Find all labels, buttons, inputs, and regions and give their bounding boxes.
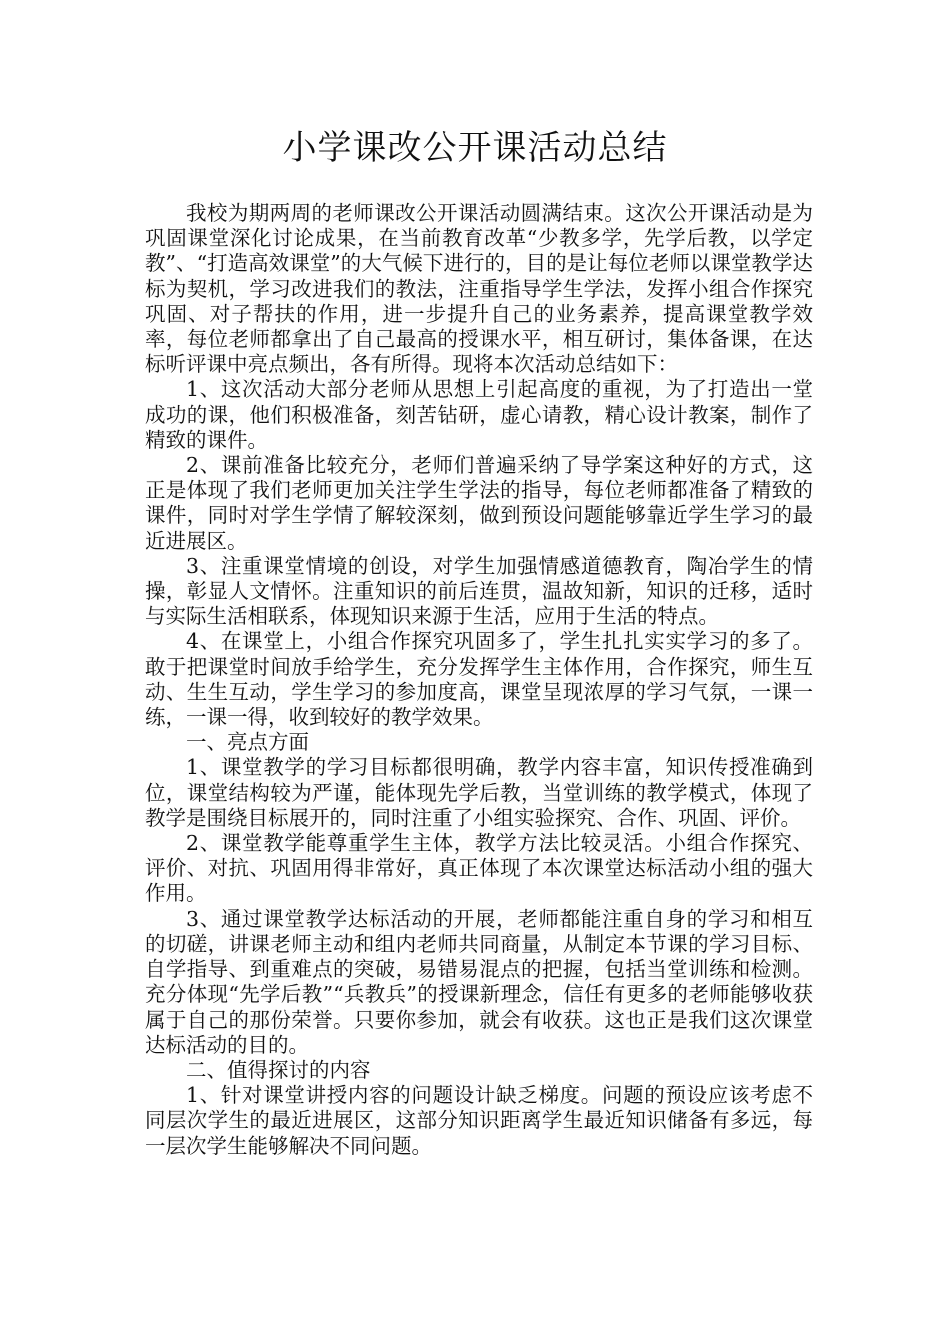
section-heading-discussion: 二、值得探讨的内容 [186,1057,371,1082]
paragraph-highlight-3: 3、通过课堂教学达标活动的开展，老师都能注重自身的学习和相互的切磋，讲课老师主动和组内老师共同商量，从制定本节课的学习目标、自学指导、到重难点的突破，易错易混点的把握，包括当堂训练和检测。充分体现“先学后教”“兵教兵”的授课新理念，信任有更多的老师能够收获属于自己的那份荣誉。只要你参加，就会有收获。这也正是我们这次课堂达标活动的目的。 [145,906,813,1057]
section-heading-highlights: 一、亮点方面 [186,730,309,755]
paragraph-highlight-2: 2、课堂教学能尊重学生主体，教学方法比较灵活。小组合作探究、评价、对抗、巩固用得非常好，真正体现了本次课堂达标活动小组的强大作用。 [145,831,813,906]
paragraph-point-3: 3、注重课堂情境的创设，对学生加强情感道德教育，陶冶学生的情操，彰显人文情怀。注重知识的前后连贯，温故知新，知识的迁移，适时与实际生活相联系，体现知识来源于生活，应用于生活的特点。 [145,553,813,629]
document-body [145,201,813,1159]
paragraph-discussion-1: 1、针对课堂讲授内容的问题设计缺乏梯度。问题的预设应该考虑不同层次学生的最近进展区，这部分知识距离学生最近知识储备有多远，每一层次学生能够解决不同问题。 [145,1083,813,1158]
document-title: 小学课改公开课活动总结 [282,128,668,168]
paragraph-intro: 我校为期两周的老师课改公开课活动圆满结束。这次公开课活动是为巩固课堂深化讨论成果，在当前教育改革“少教多学，先学后教，以学定教”、“打造高效课堂”的大气候下进行的，目的是让每位老师以课堂教学达标为契机，学习改进我们的教法，注重指导学生学法，发挥小组合作探究巩固、对子帮扶的作用，进一步提升自己的业务素养，提高课堂教学效率，每位老师都拿出了自己最高的授课水平，相互研讨，集体备课，在达标听评课中亮点频出，各有所得。现将本次活动总结如下： [145,201,813,377]
paragraph-point-4: 4、在课堂上，小组合作探究巩固多了，学生扎扎实实学习的多了。敢于把课堂时间放手给学生，充分发挥学生主体作用，合作探究，师生互动、生生互动，学生学习的参加度高，课堂呈现浓厚的学习气氛，一课一练，一课一得，收到较好的教学效果。 [145,629,813,730]
paragraph-point-1: 1、这次活动大部分老师从思想上引起高度的重视，为了打造出一堂成功的课，他们积极准备，刻苦钻研，虚心请教，精心设计教案，制作了精致的课件。 [145,377,813,452]
paragraph-highlight-1: 1、课堂教学的学习目标都很明确，教学内容丰富，知识传授准确到位，课堂结构较为严谨，能体现先学后教，当堂训练的教学模式，体现了教学是围绕目标展开的，同时注重了小组实验探究、合作、巩固、评价。 [145,755,813,830]
paragraph-point-2: 2、课前准备比较充分，老师们普遍采纳了导学案这种好的方式，这正是体现了我们老师更加关注学生学法的指导，每位老师都准备了精致的课件，同时对学生学情了解较深刻，做到预设问题能够靠近学生学习的最近进展区。 [145,453,813,553]
